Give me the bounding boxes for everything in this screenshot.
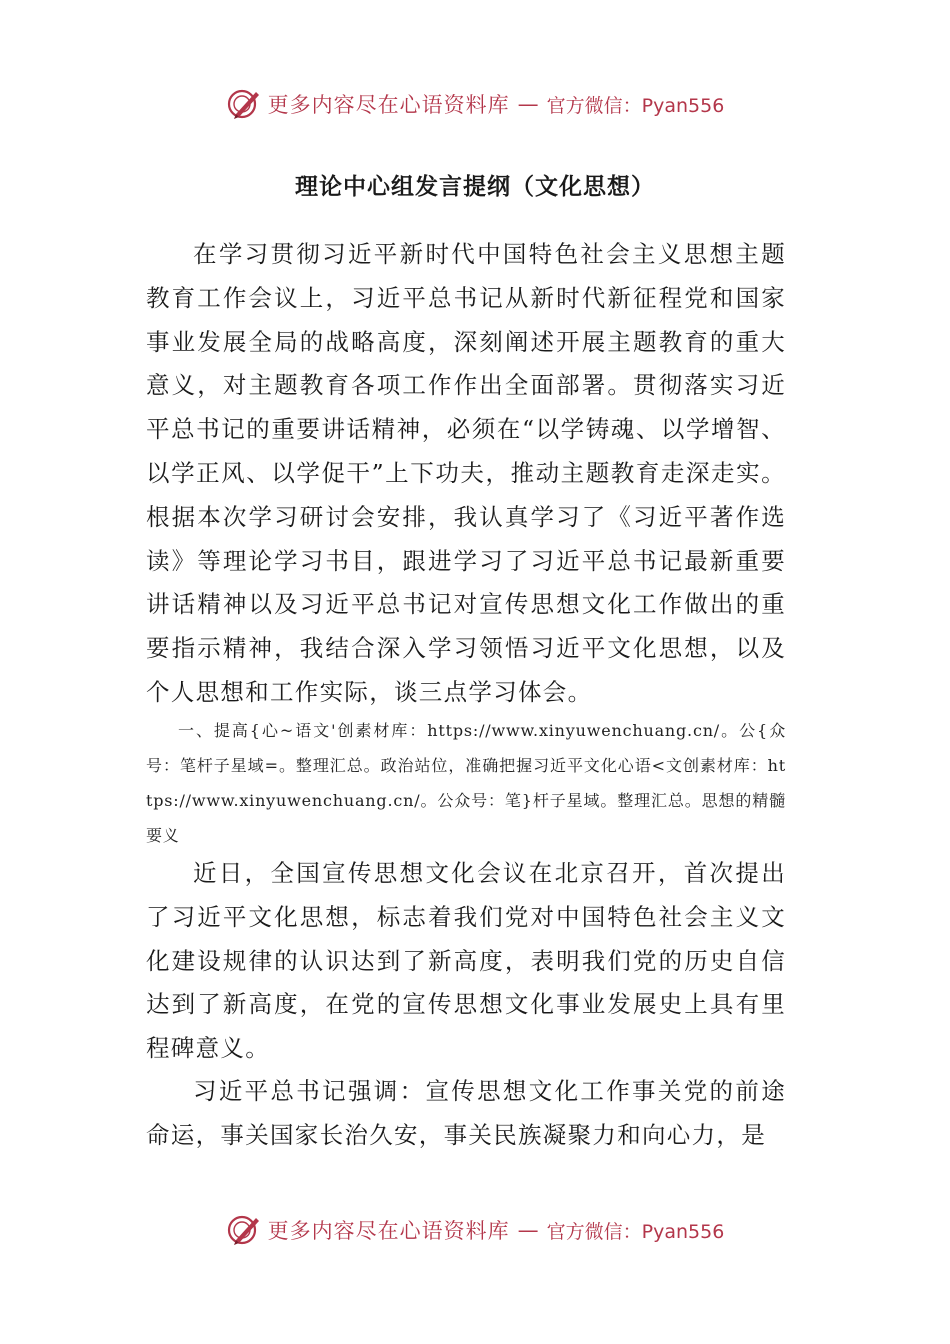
watermark-text: 更多内容尽在心语资料库 xyxy=(267,93,510,117)
watermark-contact: 官方微信：Pyan556 xyxy=(546,94,725,117)
watermark-dash: — xyxy=(517,92,539,116)
watermark-header xyxy=(0,82,950,126)
watermark-footer xyxy=(0,1208,950,1252)
paragraph-section-heading: 一、提高{心~语文'创素材库：https://www.xinyuwenchuang.cn/。公{众号：笔杆子星域=。整理汇总。政治站位，准确把握习近平文化心语<文创素材库：https://www.xinyuwenchuang.cn/。公众号：笔}杆子星域。整理汇总。思想的精髓要义 xyxy=(146,721,786,845)
paragraph-conference: 近日，全国宣传思想文化会议在北京召开，首次提出了习近平文化思想，标志着我们党对中国特色社会主义文化建设规律的认识达到了新高度，表明我们党的历史自信达到了新高度，在党的宣传思想文化事业发展史上具有里程碑意义。 xyxy=(146,859,786,1063)
paragraph-intro: 在学习贯彻习近平新时代中国特色社会主义思想主题教育工作会议上，习近平总书记从新时代新征程党和国家事业发展全局的战略高度，深刻阐述开展主题教育的重大意义，对主题教育各项工作作出全面部署。贯彻落实习近平总书记的重要讲话精神，必须在“以学铸魂、以学增智、以学正风、以学促干”上下功夫，推动主题教育走深走实。根据本次学习研讨会安排，我认真学习了《习近平著作选读》等理论学习书目，跟进学习了习近平总书记最新重要讲话精神以及习近平总书记对宣传思想文化工作做出的重要指示精神，我结合深入学习领悟习近平文化思想，以及个人思想和工作实际，谈三点学习体会。 xyxy=(146,240,786,706)
pen-circle-logo-icon xyxy=(226,1212,262,1248)
watermark-contact: 官方微信：Pyan556 xyxy=(546,1220,725,1243)
paragraph-quote: 习近平总书记强调：宣传思想文化工作事关党的前途命运，事关国家长治久安，事关民族凝聚力和向心力，是 xyxy=(146,1077,786,1149)
page-title: 理论中心组发言提纲（文化思想） xyxy=(295,174,655,200)
pen-circle-logo-icon xyxy=(226,86,262,122)
watermark-text: 更多内容尽在心语资料库 xyxy=(267,1219,510,1243)
watermark-dash: — xyxy=(517,1218,539,1242)
